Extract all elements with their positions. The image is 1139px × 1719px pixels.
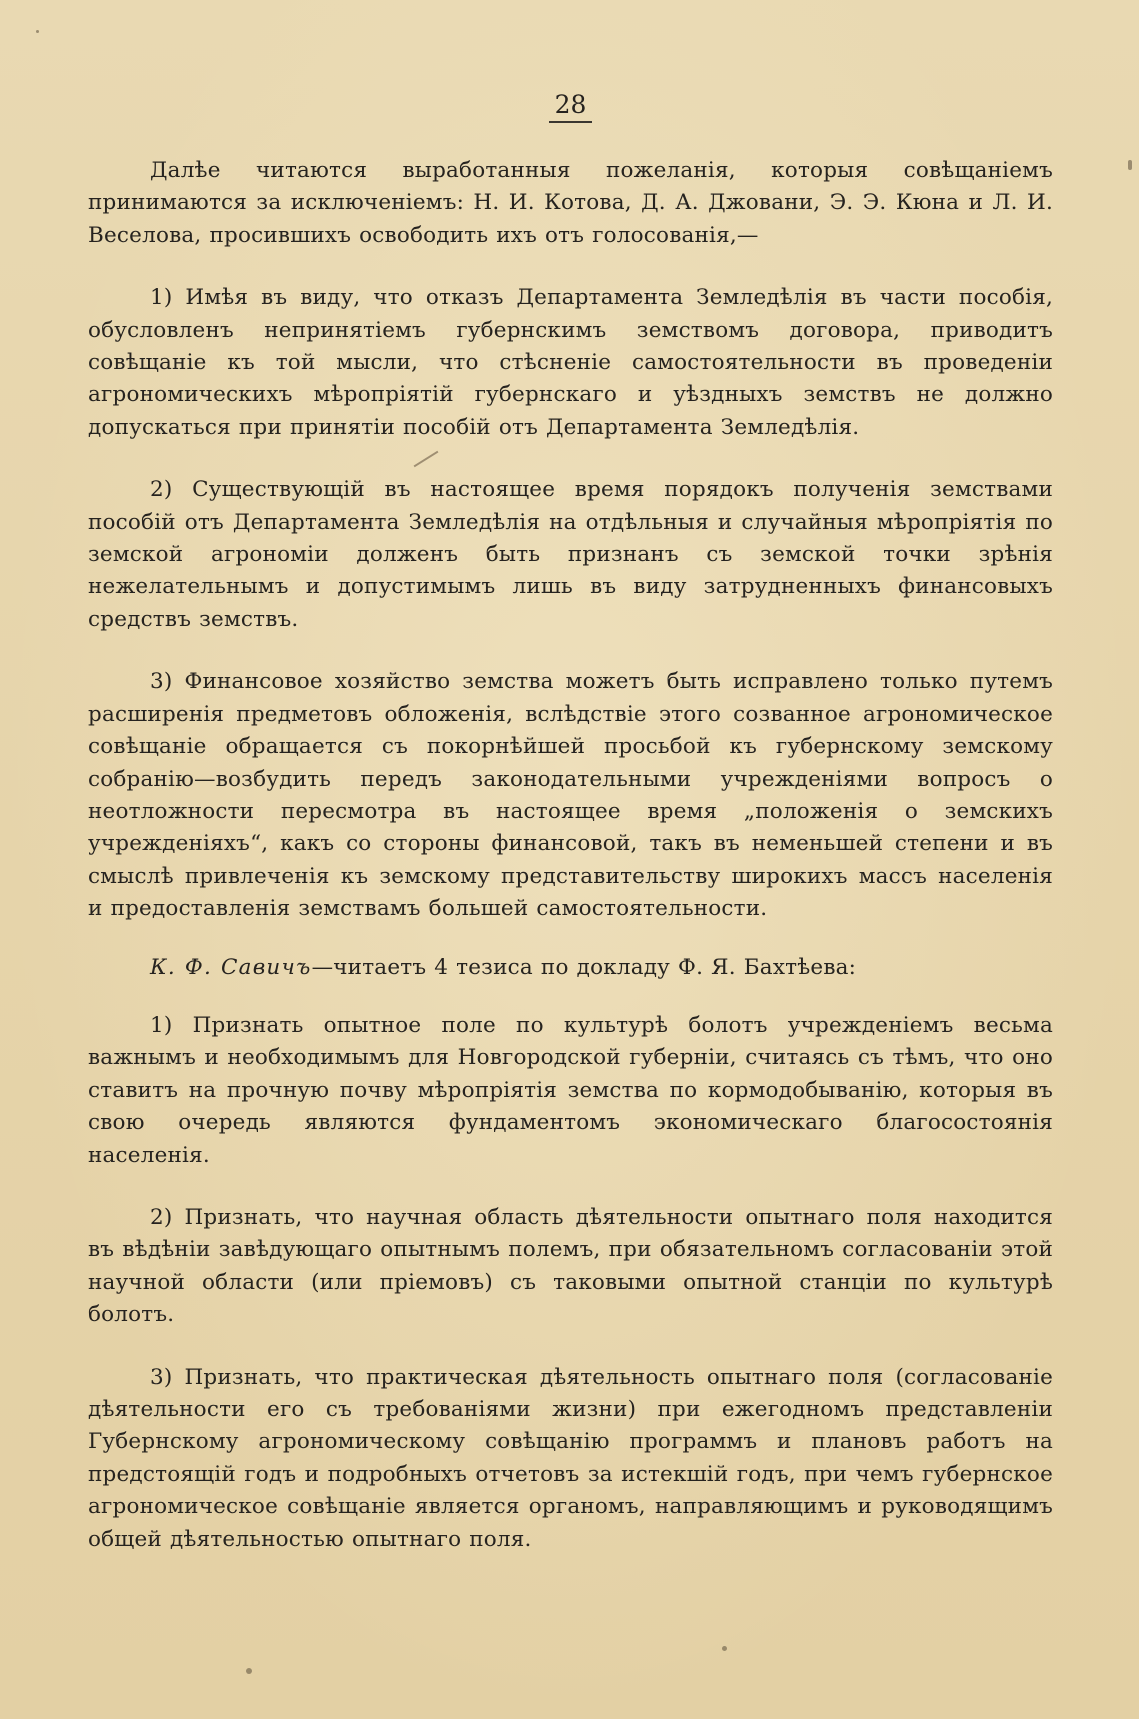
paragraph-wish-1: 1) Имѣя въ виду, что отказъ Департамента Земледѣлія въ части пособія, обусловленъ непринятіемъ губернскимъ земствомъ договора, приводитъ совѣщаніе къ той мысли, что стѣсненіе самостоятельности въ проведеніи агрономическихъ мѣропріятій губернскаго и уѣздныхъ земствъ не должно допускаться при принятіи пособій отъ Департамента Земледѣлія. (88, 285, 1053, 440)
paper-speck (246, 1668, 252, 1674)
paragraph-thesis-2: 2) Признать, что научная область дѣятельности опытнаго поля находится въ вѣдѣніи завѣдующаго опытнымъ полемъ, при обязательномъ согласованіи этой научной области (или пріемовъ) съ таковыми опытной станціи по культурѣ болотъ. (88, 1204, 1053, 1328)
pen-mark (414, 451, 439, 468)
paragraph-wish-2: 2) Существующій въ настоящее время порядокъ полученія земствами пособій отъ Департамента Земледѣлія на отдѣльныя и случайныя мѣропріятія по земской агрономіи долженъ быть признанъ съ земской точки зрѣнія нежелательнымъ и допустимымъ лишь въ виду затрудненныхъ финансовыхъ средствъ земствъ. (88, 477, 1053, 632)
paper-speck (36, 30, 39, 33)
paper-speck (722, 1646, 727, 1651)
paragraph-speaker (88, 952, 1053, 984)
speaker-name: К. Ф. Савичъ (150, 954, 312, 980)
paragraph-wish-3: 3) Финансовое хозяйство земства можетъ быть исправлено только путемъ расширенія предметовъ обложенія, вслѣдствіе этого созванное агрономическое совѣщаніе обращается съ покорнѣйшей просьбой къ губернскому земскому собранію—возбудить передъ законодательными учрежденіями вопросъ о неотложности пересмотра въ настоящее время „положенія о земскихъ учрежденіяхъ“, какъ со стороны финансовой, такъ въ неменьшей степени и въ смыслѣ привлеченія къ земскому представительству широкихъ массъ населенія и предоставленія земствамъ большей самостоятельности. (88, 669, 1053, 922)
speaker-statement: —читаетъ 4 тезиса по докладу Ф. Я. Бахтѣева: (311, 954, 857, 980)
paragraph-intro: Далѣе читаются выработанныя пожеланія, которыя совѣщаніемъ принимаются за исключеніемъ: Н. И. Котова, Д. А. Джовани, Э. Э. Кюна и Л. И. Веселова, просившихъ освободить ихъ отъ голосованія,— (88, 158, 1053, 248)
page-number-text: 28 (549, 92, 593, 123)
page-number (88, 92, 1053, 123)
paper-speck (1128, 160, 1132, 170)
paragraph-thesis-3: 3) Признать, что практическая дѣятельность опытнаго поля (согласованіе дѣятельности его съ требованіями жизни) при ежегодномъ представленіи Губернскому агрономическому совѣщанію программъ и плановъ работъ на предстоящій годъ и подробныхъ отчетовъ за истекшій годъ, при чемъ губернское агрономическое совѣщаніе является органомъ, направляющимъ и руководящимъ общей дѣятельностью опытнаго поля. (88, 1364, 1053, 1552)
paragraph-thesis-1: 1) Признать опытное поле по культурѣ болотъ учрежденіемъ весьма важнымъ и необходимымъ для Новгородской губерніи, считаясь съ тѣмъ, что оно ставитъ на прочную почву мѣропріятія земства по кормодобыванію, которыя въ свою очередь являются фундаментомъ экономическаго благосостоянія населенія. (88, 1012, 1053, 1168)
